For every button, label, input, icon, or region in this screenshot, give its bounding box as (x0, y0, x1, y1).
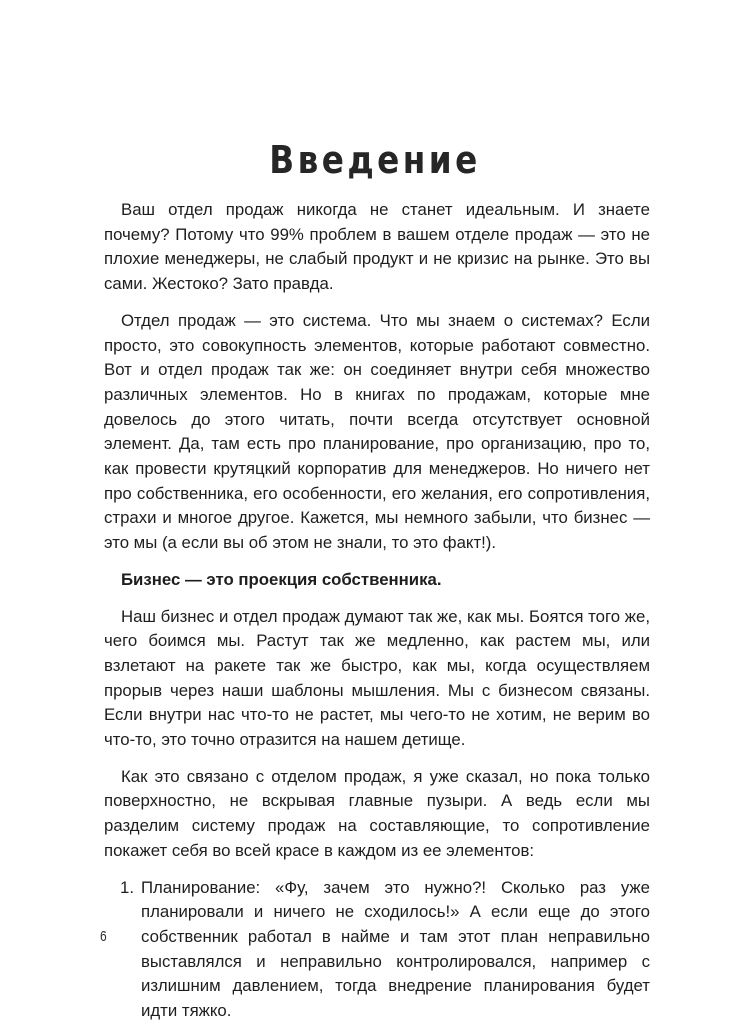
chapter-title: Введение (269, 138, 481, 183)
list-item-text: Планирование: «Фу, зачем это нужно?! Сколько раз уже планировали и ничего не сходилось!» А если еще до этого собственник работал в найме и там этот план неправильно выставлялся и неправильно контролировался, например с излишним давлением, тогда внедрение планирования будет идти тяжко. (141, 877, 650, 1021)
body-text (104, 198, 650, 1024)
paragraph: Как это связано с отделом продаж, я уже сказал, но пока только поверхностно, не вскрывая главные пузыри. А ведь если мы разделим систему продаж на составляющие, то сопротивление покажет себя во всей красе в каждом из ее элементов: (104, 766, 650, 860)
paragraph: Ваш отдел продаж никогда не станет идеальным. И знаете почему? Потому что 99% проблем в вашем отделе продаж — это не плохие менеджеры, не слабый продукт и не кризис на рынке. Это вы сами. Жестоко? Зато правда. (104, 200, 650, 294)
page-number: 6 (100, 928, 107, 945)
paragraph: Наш бизнес и отдел продаж думают так же, как мы. Боятся того же, чего боимся мы. Растут так же медленно, как растем мы, или взлетают на ракете так же быстро, как мы, когда осуществляем прорыв через наши шаблоны мышления. Мы с бизнесом связаны. Если внутри нас что-то не растет, мы чего-то не хотим, не верим во что-то, это точно отразится на нашем детище. (104, 606, 650, 750)
list-item (104, 876, 650, 1024)
bold-statement: Бизнес — это проекция собственника. (121, 569, 442, 589)
paragraph: Отдел продаж — это система. Что мы знаем о системах? Если просто, это совокупность элементов, которые работают совместно. Вот и отдел продаж так же: он соединяет внутри себя множество различных элементов. Но в книгах по продажам, которые мне довелось до этого читать, почти всегда отсутствует основной элемент. Да, там есть про планирование, про организацию, про то, как провести крутяцкий корпоратив для менеджеров. Но ничего нет про собственника, его особенности, его желания, его сопротивления, страхи и многое другое. Кажется, мы немного забыли, что бизнес — это мы (а если вы об этом не знали, то это факт!). (104, 310, 650, 553)
numbered-list (104, 876, 650, 1024)
list-item-number: 1. (120, 877, 134, 897)
